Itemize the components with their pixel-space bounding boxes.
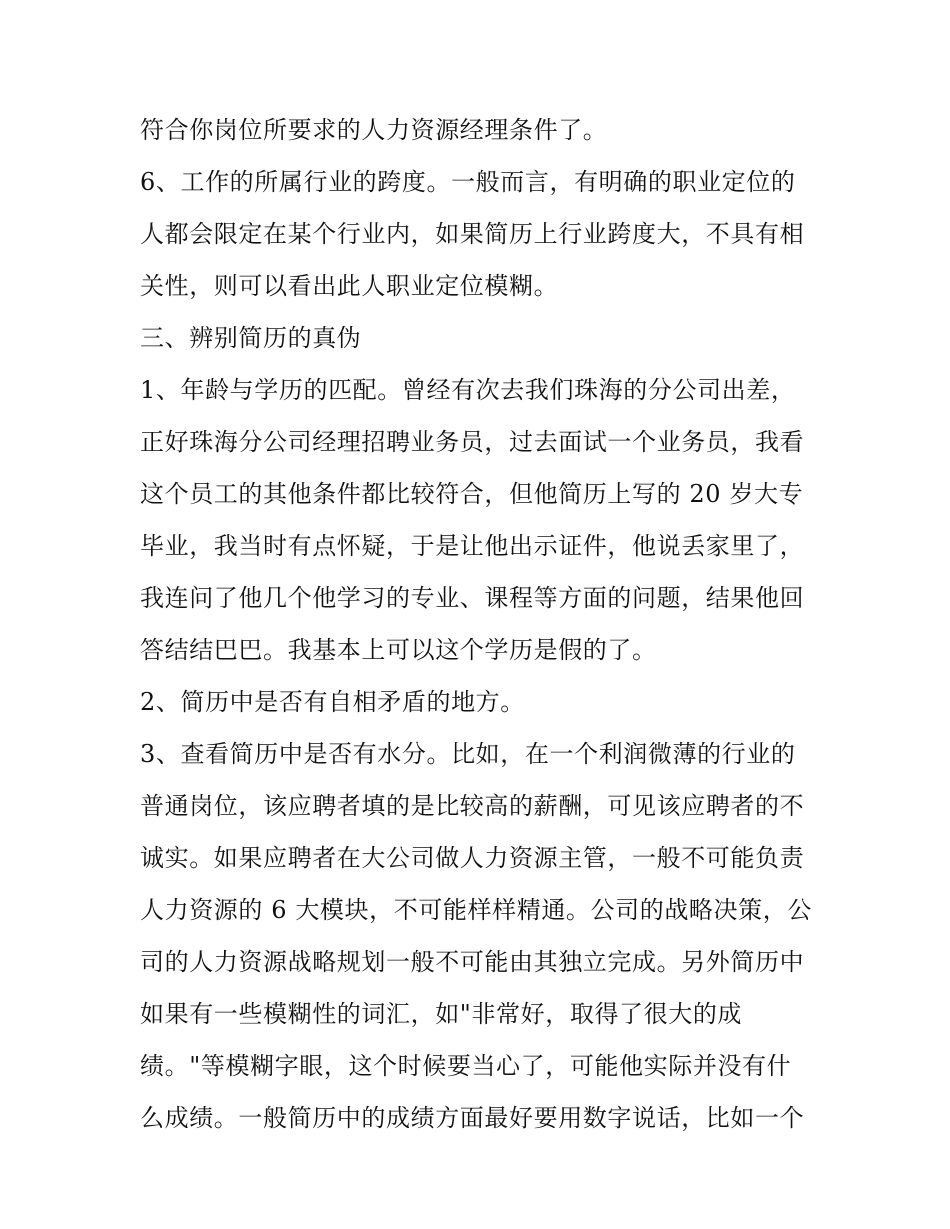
text-line: 人力资源的 6 大模块，不可能样样精通。公司的战略决策，公 [140, 896, 812, 924]
text-line: 司的人力资源战略规划一般不可能由其独立完成。另外简历中 [140, 948, 805, 976]
text-line: 正好珠海分公司经理招聘业务员，过去面试一个业务员，我看 [140, 428, 805, 456]
text-line: 毕业，我当时有点怀疑，于是让他出示证件，他说丢家里了， [140, 532, 805, 560]
text-line: 1、年龄与学历的匹配。曾经有次去我们珠海的分公司出差， [140, 376, 796, 404]
section-heading: 三、辨别简历的真伪 [140, 324, 362, 352]
text-line: 普通岗位，该应聘者填的是比较高的薪酬，可见该应聘者的不 [140, 792, 805, 820]
document-body [140, 104, 820, 1144]
text-line: 3、查看简历中是否有水分。比如，在一个利润微薄的行业的 [140, 740, 796, 768]
text-line: 关性，则可以看出此人职业定位模糊。 [140, 272, 559, 300]
text-line: 这个员工的其他条件都比较符合，但他简历上写的 20 岁大专 [140, 480, 804, 508]
text-line: 2、简历中是否有自相矛盾的地方。 [140, 688, 525, 716]
text-line: 答结结巴巴。我基本上可以这个学历是假的了。 [140, 636, 657, 664]
text-line: 我连问了他几个他学习的专业、课程等方面的问题，结果他回 [140, 584, 805, 612]
text-line: 6、工作的所属行业的跨度。一般而言，有明确的职业定位的 [140, 168, 796, 196]
text-line: 绩。"等模糊字眼，这个时候要当心了，可能他实际并没有什 [140, 1052, 792, 1080]
text-line: 如果有一些模糊性的词汇，如"非常好，取得了很大的成 [140, 1000, 743, 1028]
text-line: 符合你岗位所要求的人力资源经理条件了。 [140, 116, 608, 144]
text-line: 么成绩。一般简历中的成绩方面最好要用数字说话，比如一个 [140, 1104, 805, 1132]
text-line: 人都会限定在某个行业内，如果简历上行业跨度大，不具有相 [140, 220, 805, 248]
text-line: 诚实。如果应聘者在大公司做人力资源主管，一般不可能负责 [140, 844, 805, 872]
